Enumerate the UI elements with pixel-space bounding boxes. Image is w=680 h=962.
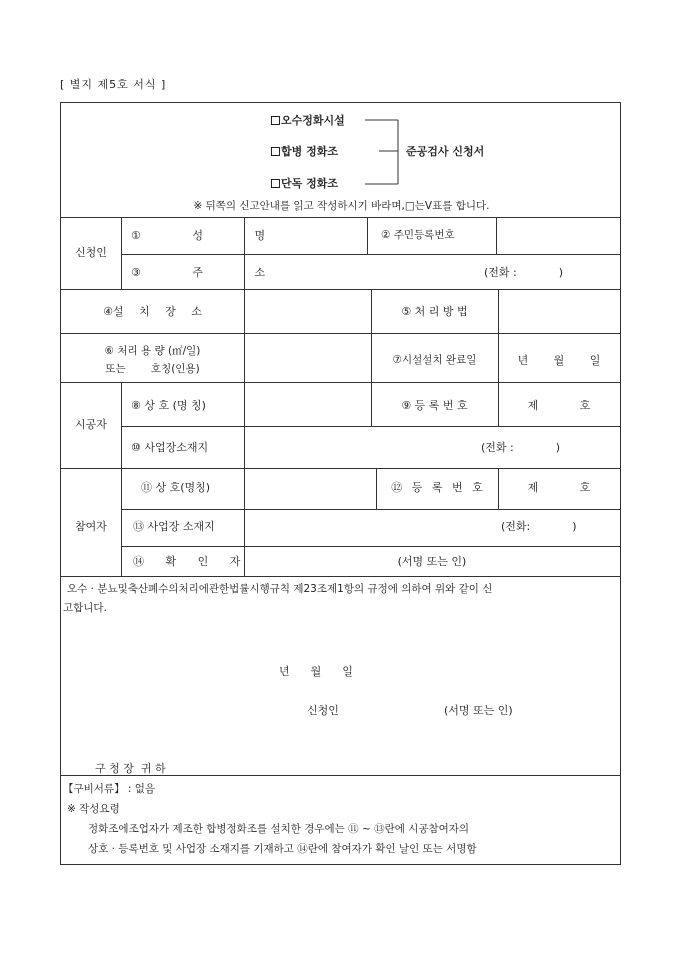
guide-title: ※ 작성요령: [67, 803, 120, 815]
option-single-septic[interactable]: 단독 정화조: [271, 178, 338, 189]
declaration-line-1: 오수 · 분뇨및축산폐수의처리에관한법률시행규칙 제23조제1항의 규정에 의하여 위와 같이 신: [67, 583, 493, 595]
confirmer-label: ⑭ 확 인 자: [133, 555, 241, 568]
constructor-trade-label: ⑧ 상 호 (명 칭): [131, 399, 206, 412]
option-sewage-facility[interactable]: 오수정화시설: [271, 115, 345, 126]
constructor-reg-label: ⑨ 등 록 번 호: [401, 399, 468, 412]
form-label: [ 별지 제5호 서식 ]: [60, 78, 167, 91]
constructor-group-label: 시공자: [75, 418, 107, 431]
constructor-office-label: ⑩ 사업장소재지: [131, 441, 209, 454]
checkbox-single-septic[interactable]: [271, 179, 280, 188]
treatment-method-label: ⑤ 처 리 방 법: [401, 305, 468, 318]
guide-line-2: 상호 · 등록번호 및 사업장 소재지를 기재하고 ⑭란에 참여자가 확인 날인 또는 서명함: [88, 843, 477, 855]
applicant-group-label: 신청인: [75, 246, 107, 259]
completion-date-label: ⑦시설설치 완료일: [392, 354, 477, 366]
declaration-date: 년 월 일: [279, 665, 353, 678]
signer-label: 신청인: [307, 704, 339, 717]
capacity-label-2: 또는 호칭(인용): [105, 363, 200, 375]
guide-line-1: 정화조에조업자가 제조한 합병정화조를 설치한 경우에는 ⑪ ~ ⑬란에 시공참여자의: [88, 823, 470, 835]
declaration-line-2: 고합니다.: [63, 602, 107, 614]
signer-sign: (서명 또는 인): [444, 704, 513, 717]
checkbox-notice: ※ 뒤쪽의 신고안내를 읽고 작성하시기 바라며,□는V표를 합니다.: [193, 200, 490, 212]
participant-trade-label: ⑪ 상 호(명칭): [141, 481, 211, 494]
required-documents: 【구비서류】 : 없음: [63, 783, 156, 795]
participant-phone: (전화: ): [501, 520, 577, 533]
constructor-reg-value: 제 호: [527, 399, 591, 412]
application-form: [60, 102, 621, 865]
form-title: 준공검사 신청서: [406, 145, 485, 158]
participant-group-label: 참여자: [75, 520, 107, 533]
participant-reg-label: ⑫ 등 록 번 호: [391, 481, 483, 494]
participant-office-label: ⑬ 사업장 소재지: [133, 520, 215, 533]
checkbox-combined-septic[interactable]: [271, 147, 280, 156]
option-combined-septic[interactable]: 합병 정화조: [271, 146, 338, 157]
completion-date-value: 년 월 일: [517, 354, 601, 367]
confirmer-sign: (서명 또는 인): [397, 555, 467, 568]
rrn-label: ② 주민등록번호: [381, 229, 455, 241]
checkbox-sewage-facility[interactable]: [271, 116, 280, 125]
applicant-phone: (전화 : ): [484, 266, 563, 279]
recipient: 구 청 장 귀 하: [95, 762, 166, 775]
install-location-label: ④설 치 장 소: [103, 305, 202, 318]
options-brace: [361, 103, 411, 203]
participant-reg-value: 제 호: [527, 481, 591, 494]
capacity-label: ⑥ 처리 용 량 (㎥/일): [104, 345, 201, 357]
constructor-phone: (전화 : ): [481, 441, 560, 454]
name-label: ① 성 명: [131, 229, 266, 242]
address-label: ③ 주 소: [131, 266, 266, 279]
